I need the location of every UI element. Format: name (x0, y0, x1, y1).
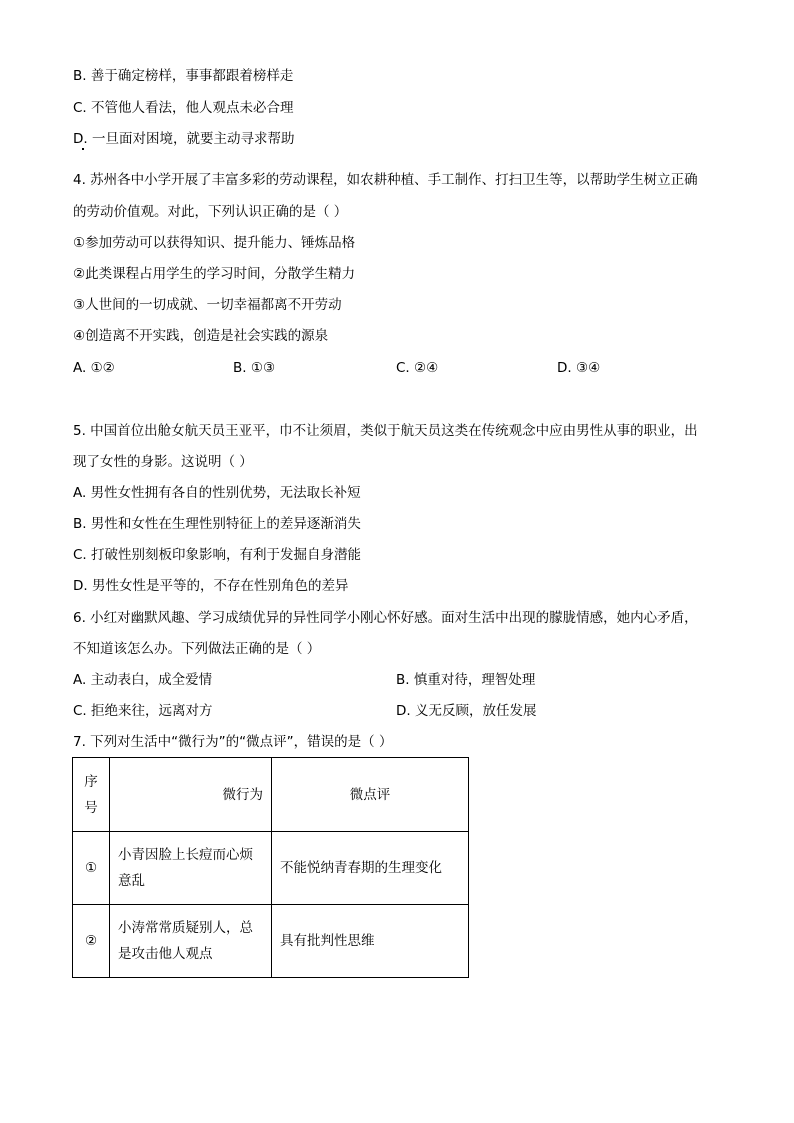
row2-serial: ② (73, 905, 110, 978)
q4-option-a: A. ①② (73, 360, 115, 376)
q5-option-a: A. 男性女性拥有各自的性别优势，无法取长补短 (73, 485, 361, 501)
row2-behavior-text: 小涛常常质疑别人，总是攻击他人观点 (118, 920, 253, 962)
header-serial-text: 序号 (84, 773, 98, 816)
table-row (73, 905, 469, 978)
header-serial (73, 758, 110, 832)
q6-stem-line1: 6. 小红对幽默风趣、学习成绩优异的异性同学小刚心怀好感。面对生活中出现的朦胧情感，她内心矛盾， (73, 610, 698, 626)
q6-option-b: B. 慎重对待，理智处理 (396, 672, 536, 688)
q5-stem-line1: 5. 中国首位出舱女航天员王亚平，巾不让须眉，类似于航天员这类在传统观念中应由男性从事的职业，出 (73, 423, 698, 439)
q4-option-c: C. ②④ (396, 360, 439, 376)
row1-behavior (110, 832, 272, 905)
row1-comment: 不能悦纳青春期的生理变化 (272, 832, 469, 905)
q3-option-d: D. 一旦面对困境，就要主动寻求帮助 (73, 131, 295, 147)
table-header-row (73, 758, 469, 832)
q6-option-c: C. 拒绝来往，远离对方 (73, 703, 213, 719)
row2-comment: 具有批判性思维 (272, 905, 469, 978)
q4-item-3: ③人世间的一切成就、一切幸福都离不开劳动 (73, 297, 342, 313)
q5-option-b: B. 男性和女性在生理性别特征上的差异逐渐消失 (73, 516, 361, 532)
q3-option-b: B. 善于确定榜样，事事都跟着榜样走 (73, 68, 294, 84)
q6-option-a: A. 主动表白，成全爱情 (73, 672, 213, 688)
q4-item-4: ④创造离不开实践，创造是社会实践的源泉 (73, 328, 329, 344)
q5-option-d: D. 男性女性是平等的，不存在性别角色的差异 (73, 578, 349, 594)
q4-option-d: D. ③④ (557, 360, 601, 376)
q6-option-d: D. 义无反顾，放任发展 (396, 703, 537, 719)
q7-table (72, 757, 469, 978)
q5-option-c: C. 打破性别刻板印象影响，有利于发掘自身潜能 (73, 547, 362, 563)
q4-stem-line2: 的劳动价值观。对此，下列认识正确的是（ ） (73, 204, 348, 220)
header-behavior: 微行为 (110, 758, 272, 832)
q4-option-b: B. ①③ (233, 360, 276, 376)
q6-stem-line2: 不知道该怎么办。下列做法正确的是（ ） (73, 641, 321, 657)
stray-dot (82, 148, 84, 150)
row1-behavior-text: 小青因脸上长痘而心烦意乱 (118, 847, 253, 889)
q7-stem: 7. 下列对生活中“微行为”的“微点评”，错误的是（ ） (73, 734, 393, 750)
q3-option-c: C. 不管他人看法，他人观点未必合理 (73, 100, 294, 116)
q4-item-1: ①参加劳动可以获得知识、提升能力、锤炼品格 (73, 235, 356, 251)
q4-item-2: ②此类课程占用学生的学习时间，分散学生精力 (73, 266, 356, 282)
q5-stem-line2: 现了女性的身影。这说明（ ） (73, 454, 253, 470)
row1-serial: ① (73, 832, 110, 905)
header-comment: 微点评 (272, 758, 469, 832)
q4-stem-line1: 4. 苏州各中小学开展了丰富多彩的劳动课程，如农耕种植、手工制作、打扫卫生等，以帮助学生树立正确 (73, 172, 698, 188)
row2-behavior (110, 905, 272, 978)
table-row (73, 832, 469, 905)
